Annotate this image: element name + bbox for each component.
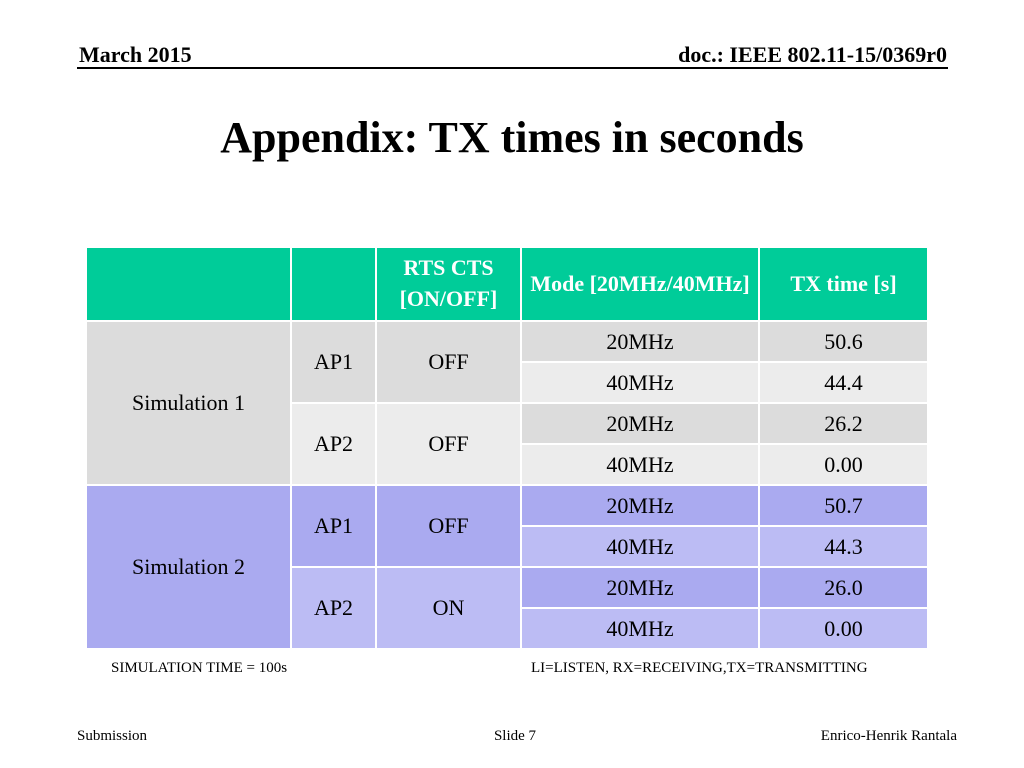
mode-value: 20MHz	[521, 485, 759, 526]
table-header-row	[86, 247, 928, 321]
header-cell-rts-cts: RTS CTS [ON/OFF]	[376, 247, 521, 321]
mode-value: 20MHz	[521, 321, 759, 362]
footer-submission: Submission	[77, 728, 148, 744]
rts-cts-value: OFF	[376, 403, 521, 485]
tx-time-value: 26.2	[759, 403, 928, 444]
mode-value: 40MHz	[521, 526, 759, 567]
simulation-time-note: SIMULATION TIME = 100s	[111, 660, 288, 676]
simulation-1-label: Simulation 1	[86, 321, 291, 485]
slide-title: Appendix: TX times in seconds	[220, 113, 804, 162]
legend-note: LI=LISTEN, RX=RECEIVING,TX=TRANSMITTING	[531, 660, 868, 676]
footer-slide-number: Slide 7	[493, 728, 537, 744]
tx-time-value: 0.00	[759, 444, 928, 485]
header-cell-tx-time: TX time [s]	[759, 247, 928, 321]
ap-name: AP2	[291, 403, 376, 485]
table-row	[86, 485, 928, 526]
tx-time-value: 50.7	[759, 485, 928, 526]
tx-time-value: 26.0	[759, 567, 928, 608]
mode-value: 40MHz	[521, 444, 759, 485]
ap-name: AP1	[291, 485, 376, 567]
rts-cts-value: OFF	[376, 321, 521, 403]
table-row	[86, 321, 928, 362]
header-date: March 2015	[79, 42, 192, 67]
header-doc-id: doc.: IEEE 802.11-15/0369r0	[678, 42, 947, 67]
tx-time-value: 44.3	[759, 526, 928, 567]
header-cell-mode: Mode [20MHz/40MHz]	[521, 247, 759, 321]
rts-cts-value: OFF	[376, 485, 521, 567]
tx-time-value: 50.6	[759, 321, 928, 362]
footer-author: Enrico-Henrik Rantala	[820, 728, 957, 744]
tx-time-value: 44.4	[759, 362, 928, 403]
header-cell-simulation	[86, 247, 291, 321]
header-cell-ap	[291, 247, 376, 321]
mode-value: 40MHz	[521, 362, 759, 403]
rts-cts-value: ON	[376, 567, 521, 649]
ap-name: AP2	[291, 567, 376, 649]
simulation-2-label: Simulation 2	[86, 485, 291, 649]
tx-time-value: 0.00	[759, 608, 928, 649]
tx-times-table	[85, 246, 929, 650]
ap-name: AP1	[291, 321, 376, 403]
header-rule	[77, 67, 948, 69]
mode-value: 40MHz	[521, 608, 759, 649]
mode-value: 20MHz	[521, 403, 759, 444]
mode-value: 20MHz	[521, 567, 759, 608]
